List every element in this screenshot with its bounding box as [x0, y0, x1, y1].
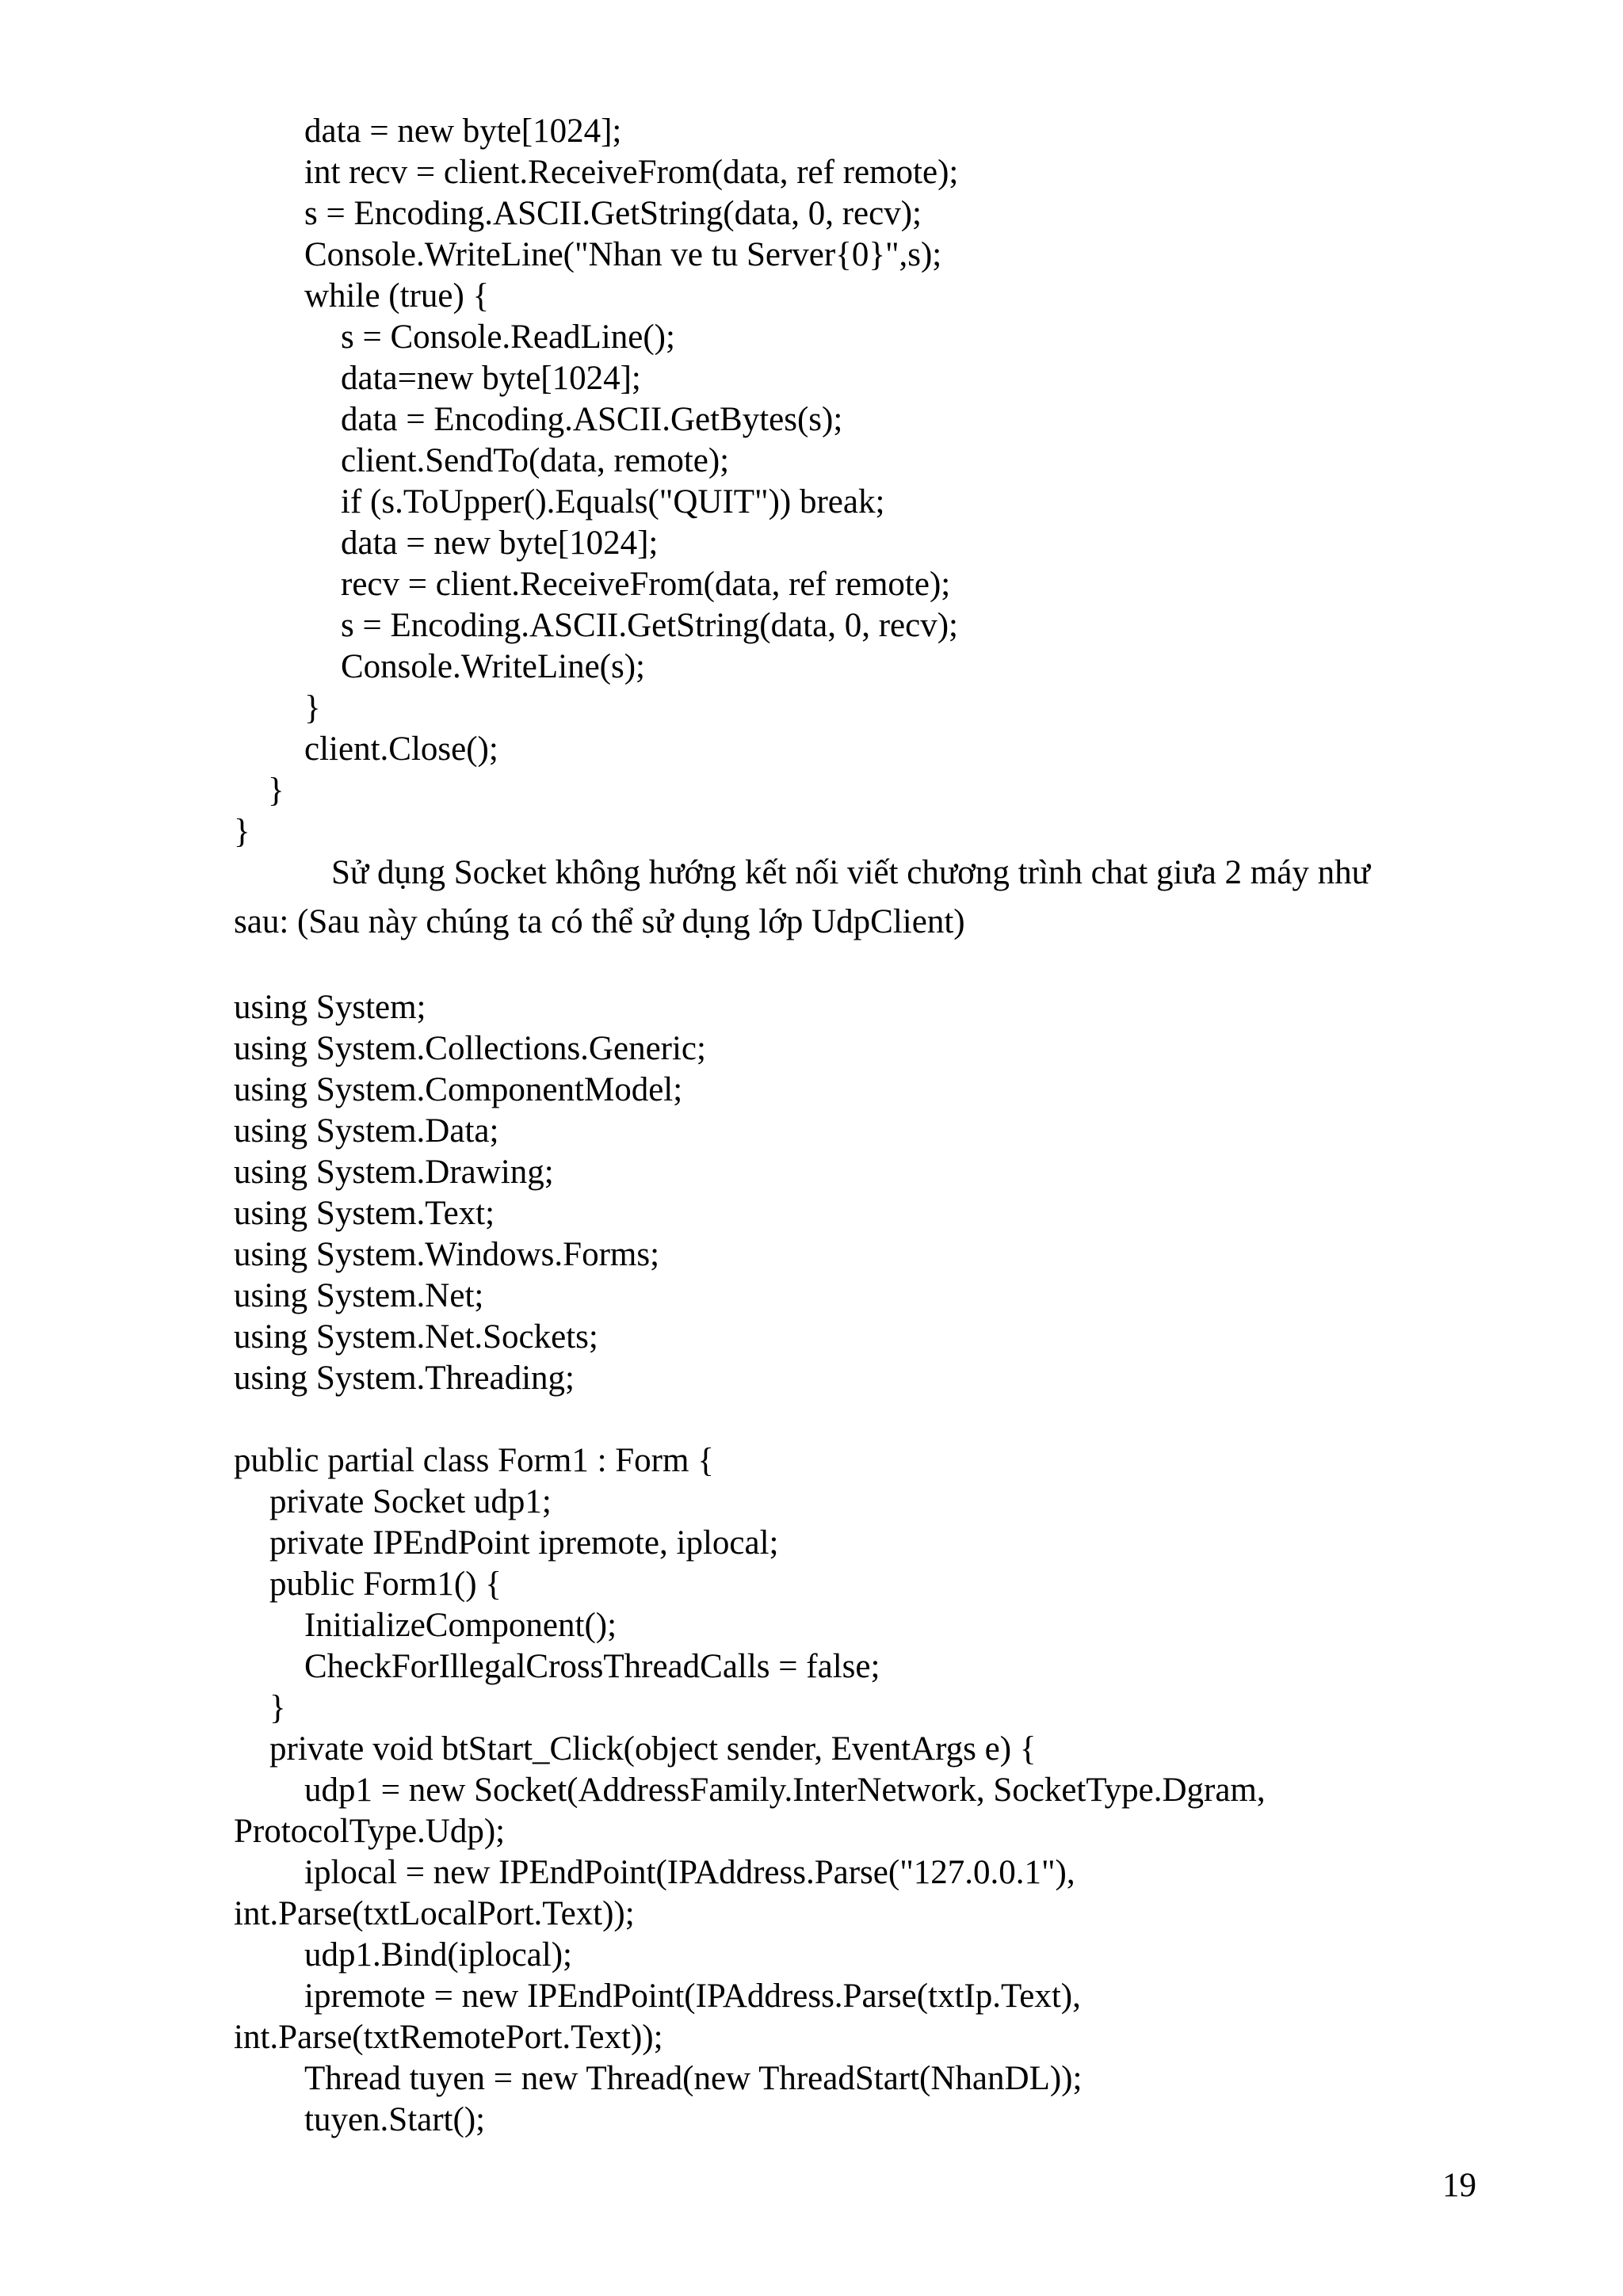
code-line: data = new byte[1024];: [304, 113, 622, 150]
code-line: public partial class Form1 : Form {: [234, 1442, 714, 1479]
code-line: using System.Collections.Generic;: [234, 1030, 706, 1067]
code-line: private Socket udp1;: [269, 1483, 552, 1520]
page-number: 19: [1442, 2167, 1476, 2204]
code-line: Thread tuyen = new Thread(new ThreadStart(NhanDL));: [304, 2060, 1083, 2097]
code-line: while (true) {: [304, 277, 490, 315]
paragraph-line: Sử dụng Socket không hướng kết nối viết chương trình chat giưa 2 máy như: [331, 854, 1370, 891]
code-line: if (s.ToUpper().Equals("QUIT")) break;: [341, 483, 885, 521]
code-line: data=new byte[1024];: [341, 360, 641, 397]
paragraph-line: sau: (Sau này chúng ta có thể sử dụng lớp UdpClient): [234, 903, 965, 940]
code-line: data = Encoding.ASCII.GetBytes(s);: [341, 401, 843, 438]
code-line: s = Encoding.ASCII.GetString(data, 0, recv);: [304, 195, 922, 232]
code-line: }: [269, 1689, 286, 1726]
code-line: private IPEndPoint ipremote, iplocal;: [269, 1524, 779, 1562]
code-line: tuyen.Start();: [304, 2101, 486, 2138]
code-line: using System.Text;: [234, 1195, 495, 1232]
code-line: recv = client.ReceiveFrom(data, ref remote);: [341, 566, 951, 603]
code-line: InitializeComponent();: [304, 1607, 617, 1644]
code-line: using System.Net;: [234, 1277, 484, 1314]
code-line: data = new byte[1024];: [341, 524, 659, 562]
code-line: using System.Drawing;: [234, 1154, 554, 1191]
code-line: }: [268, 772, 285, 809]
code-line: private void btStart_Click(object sender, EventArgs e) {: [269, 1730, 1037, 1768]
code-line: using System.ComponentModel;: [234, 1071, 683, 1108]
code-line: ProtocolType.Udp);: [234, 1813, 506, 1850]
code-line: client.Close();: [304, 730, 498, 768]
code-line: s = Encoding.ASCII.GetString(data, 0, recv);: [341, 607, 958, 644]
code-line: }: [304, 689, 321, 727]
code-line: client.SendTo(data, remote);: [341, 442, 730, 479]
code-line: Console.WriteLine("Nhan ve tu Server{0}",s);: [304, 236, 942, 273]
code-line: using System.Data;: [234, 1112, 499, 1150]
code-line: udp1.Bind(iplocal);: [304, 1936, 572, 1974]
code-line: ipremote = new IPEndPoint(IPAddress.Parse(txtIp.Text),: [304, 1978, 1081, 2015]
code-line: using System.Net.Sockets;: [234, 1318, 598, 1356]
code-line: }: [234, 813, 250, 850]
code-line: using System.Threading;: [234, 1360, 575, 1397]
code-line: iplocal = new IPEndPoint(IPAddress.Parse("127.0.0.1"),: [304, 1854, 1075, 1891]
code-line: int recv = client.ReceiveFrom(data, ref remote);: [304, 154, 959, 191]
code-line: using System;: [234, 989, 426, 1026]
code-line: udp1 = new Socket(AddressFamily.InterNetwork, SocketType.Dgram,: [304, 1772, 1266, 1809]
code-line: s = Console.ReadLine();: [341, 318, 675, 356]
code-line: CheckForIllegalCrossThreadCalls = false;: [304, 1648, 880, 1685]
code-line: using System.Windows.Forms;: [234, 1236, 660, 1273]
code-line: public Form1() {: [269, 1566, 502, 1603]
code-line: Console.WriteLine(s);: [341, 648, 645, 685]
code-line: int.Parse(txtRemotePort.Text));: [234, 2019, 663, 2056]
code-line: int.Parse(txtLocalPort.Text));: [234, 1895, 635, 1932]
